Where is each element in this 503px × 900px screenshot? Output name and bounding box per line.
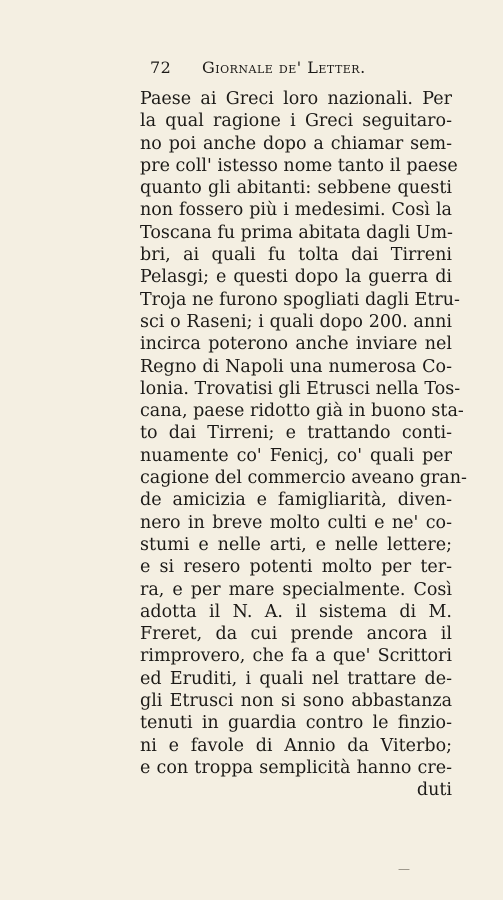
text-line: nero in breve molto culti e ne' co- — [140, 512, 452, 533]
running-head — [150, 58, 450, 80]
text-line: adotta il N. A. il sistema di M. — [140, 601, 452, 622]
catchword: duti — [416, 780, 452, 801]
text-line: Toscana fu prima abitata dagli Um- — [140, 222, 453, 243]
text-line: to dai Tirreni; e trattando conti- — [140, 423, 452, 444]
text-line: de amicizia e famigliarità, diven- — [140, 490, 452, 511]
text-line: cana, paese ridotto già in buono sta- — [140, 401, 464, 422]
text-line: no poi anche dopo a chiamar sem- — [140, 133, 452, 154]
text-line: la qual ragione i Greci seguitaro- — [140, 111, 452, 132]
text-line: incirca poterono anche inviare nel — [140, 334, 452, 355]
text-line: cagione del commercio aveano gran- — [140, 468, 467, 489]
text-line: tenuti in guardia contro le finzio- — [140, 713, 452, 734]
text-line: non fossero più i medesimi. Così la — [140, 200, 452, 221]
text-line: sci o Raseni; i quali dopo 200. anni — [140, 311, 452, 332]
text-line: ed Eruditi, i quali nel trattare de- — [140, 668, 452, 689]
text-line: Freret, da cui prende ancora il — [140, 624, 452, 645]
text-line: ni e favole di Annio da Viterbo; — [140, 735, 452, 756]
text-line: lonia. Trovatisi gli Etrusci nella Tos- — [140, 378, 461, 399]
text-line: e con troppa semplicità hanno cre- — [140, 757, 452, 778]
text-line: quanto gli abitanti: sebbene questi — [140, 178, 452, 199]
page-number: 72 — [150, 58, 172, 77]
running-title: Giornale de' Letter. — [202, 58, 366, 77]
text-line: Regno di Napoli una numerosa Co- — [140, 356, 452, 377]
footer-mark: — — [398, 862, 410, 876]
text-line: nuamente co' Fenicj, co' quali per — [140, 445, 452, 466]
text-line: Paese ai Greci loro nazionali. Per — [140, 89, 452, 109]
text-line: pre coll' istesso nome tanto il paese — [140, 155, 458, 176]
text-line: Pelasgi; e questi dopo la guerra di — [140, 267, 452, 288]
text-line: e si resero potenti molto per ter- — [140, 557, 452, 578]
text-line: ra, e per mare specialmente. Così — [140, 579, 452, 600]
text-line: Troja ne furono spogliati dagli Etru- — [140, 289, 460, 310]
text-line: gli Etrusci non si sono abbastanza — [140, 691, 452, 712]
text-line: rimprovero, che fa a que' Scrittori — [140, 646, 452, 667]
text-line: bri, ai quali fu tolta dai Tirreni — [140, 245, 452, 266]
body-text — [140, 88, 467, 802]
text-line: stumi e nelle arti, e nelle lettere; — [140, 534, 452, 555]
